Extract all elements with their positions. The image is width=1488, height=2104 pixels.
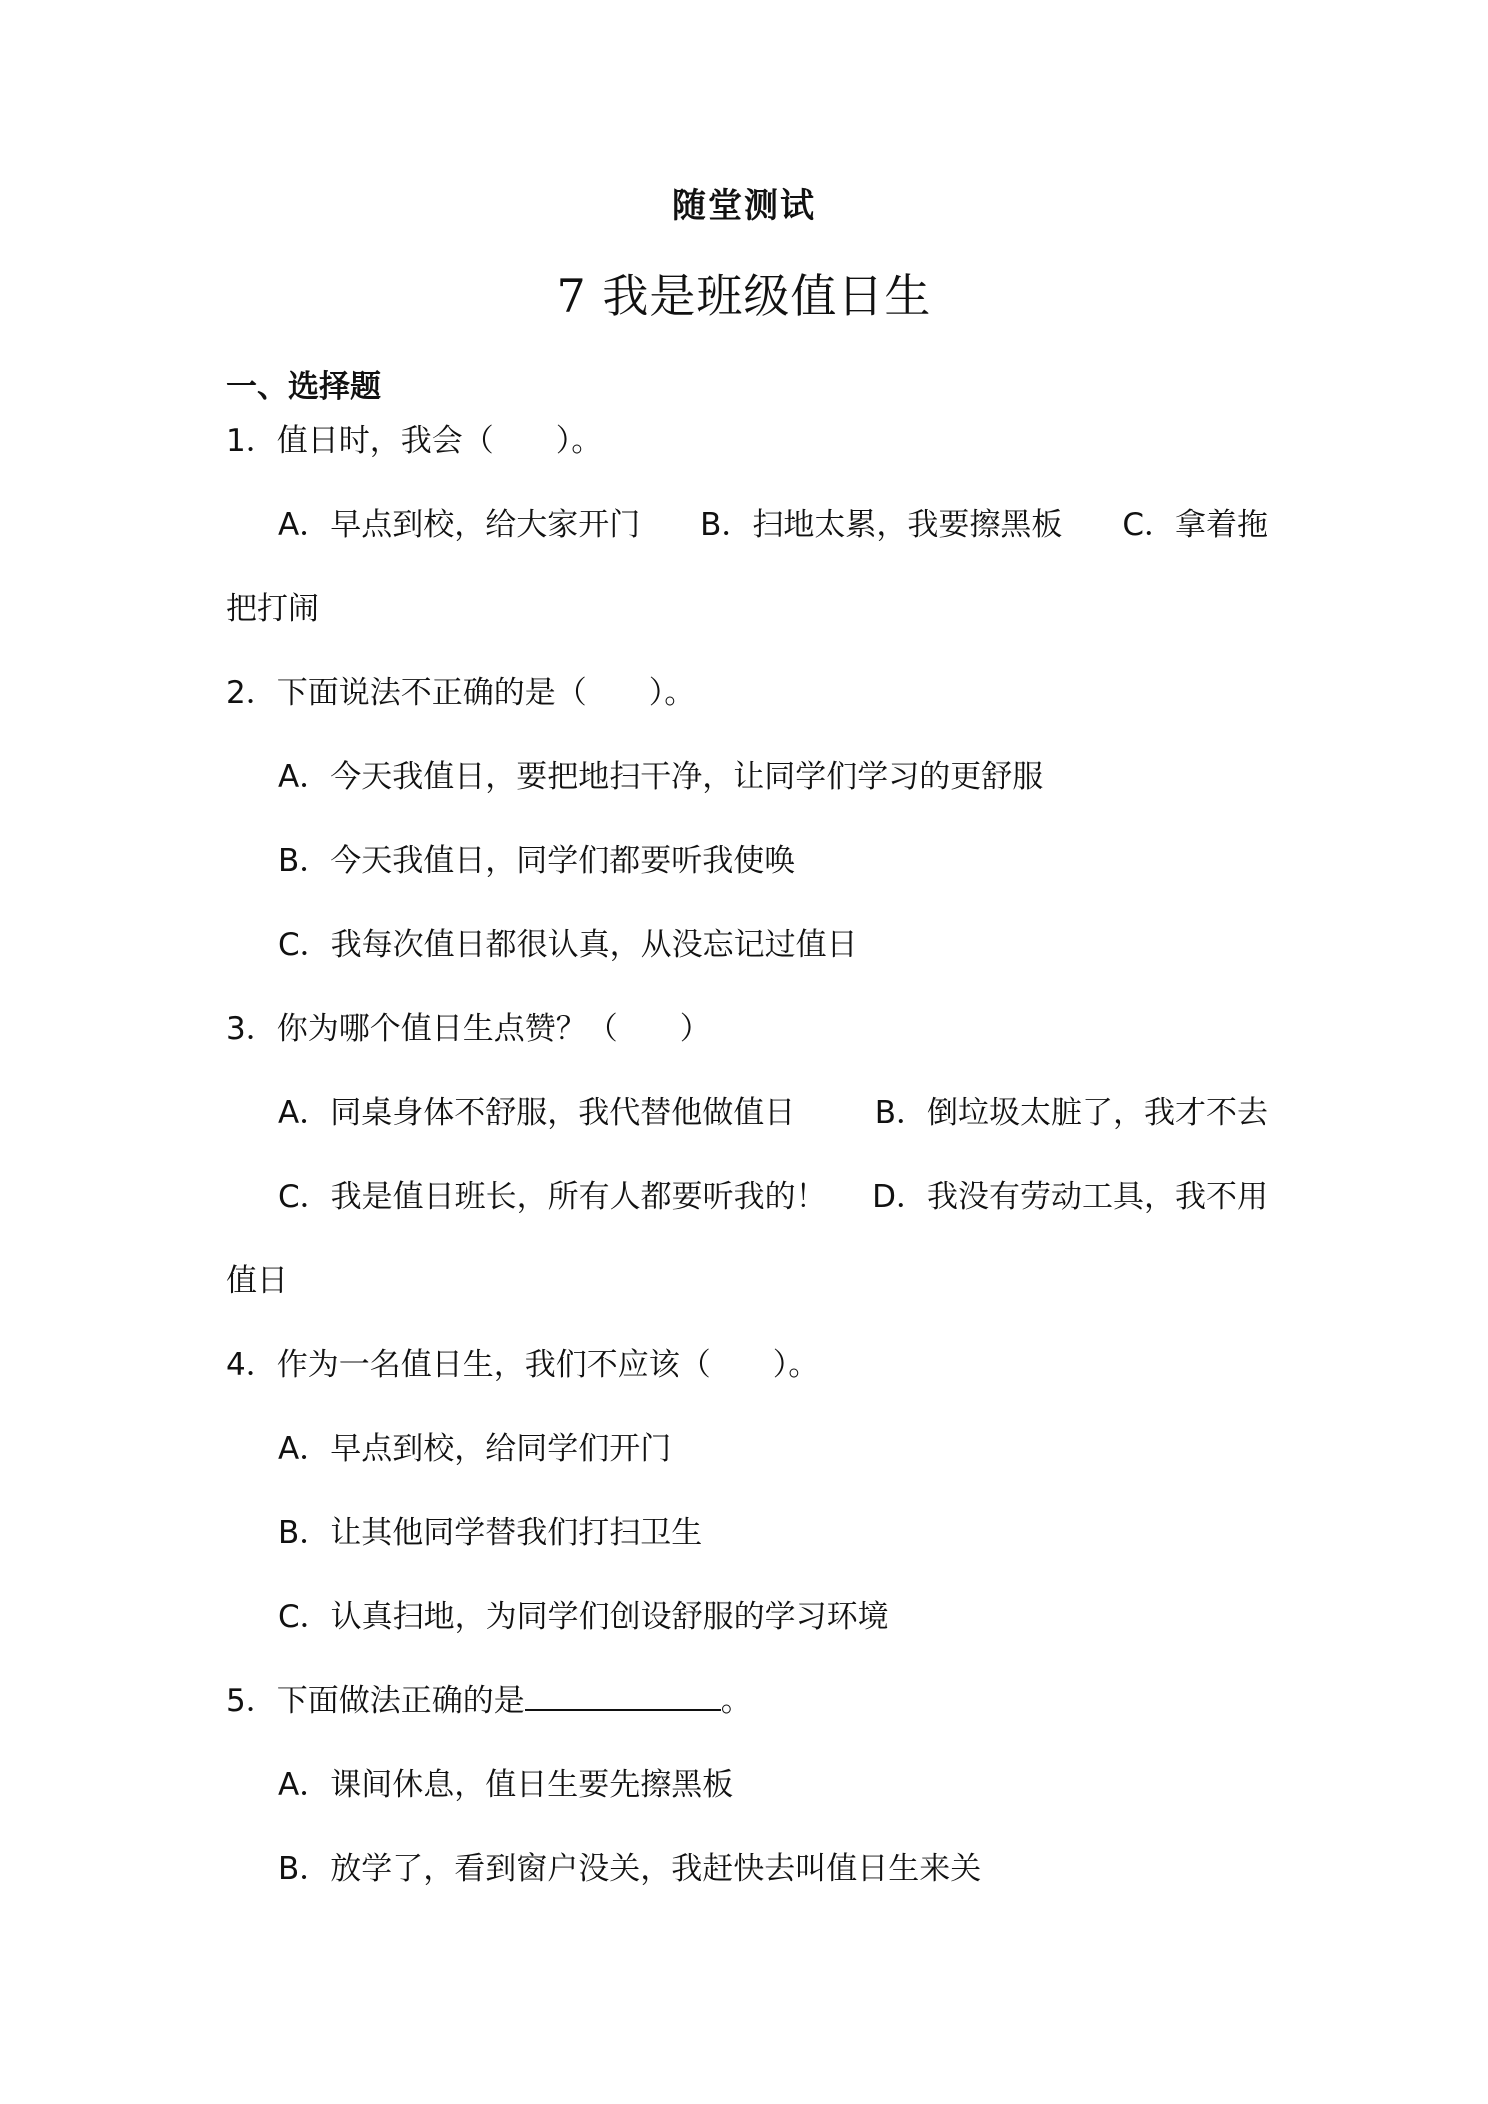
question-5-option-b: B．放学了，看到窗户没关，我赶快去叫值日生来关: [278, 1851, 982, 1887]
question-5-stem-end: 。: [720, 1683, 752, 1719]
question-1-options-row: [278, 502, 1268, 548]
question-2-stem: 2．下面说法不正确的是（ ）。: [226, 675, 696, 711]
question-4-option-a: A．早点到校，给同学们开门: [278, 1431, 672, 1467]
question-3-option-d-continued: 值日: [226, 1263, 288, 1299]
question-5-stem-text: 5．下面做法正确的是: [226, 1683, 525, 1719]
question-2-option-c: C．我每次值日都很认真，从没忘记过值日: [278, 927, 858, 963]
worksheet-header: 随堂测试: [672, 186, 816, 226]
question-2-option-a: A．今天我值日，要把地扫干净，让同学们学习的更舒服: [278, 759, 1044, 795]
question-3-options-row-2: [278, 1174, 1268, 1220]
question-5-stem: [226, 1678, 752, 1724]
question-4-option-c: C．认真扫地，为同学们创设舒服的学习环境: [278, 1599, 889, 1635]
question-3-options-row-1: [278, 1090, 1268, 1136]
section-title: 一、选择题: [226, 369, 381, 405]
question-2-option-b: B．今天我值日，同学们都要听我使唤: [278, 843, 796, 879]
question-3-stem: 3．你为哪个值日生点赞？（ ）: [226, 1011, 711, 1047]
question-1-option-a: A．早点到校，给大家开门: [278, 507, 641, 543]
answer-blank[interactable]: [525, 1679, 721, 1711]
question-1-option-c: C．拿着拖: [1122, 507, 1268, 543]
question-1-option-b: B．扫地太累，我要擦黑板: [700, 507, 1063, 543]
question-1-option-c-continued: 把打闹: [226, 591, 319, 627]
question-3-option-c: C．我是值日班长，所有人都要听我的！: [278, 1179, 827, 1215]
question-1-stem: 1．值日时，我会（ ）。: [226, 423, 603, 459]
question-3-option-a: A．同桌身体不舒服，我代替他做值日: [278, 1095, 796, 1131]
question-4-stem: 4．作为一名值日生，我们不应该（ ）。: [226, 1347, 820, 1383]
question-4-option-b: B．让其他同学替我们打扫卫生: [278, 1515, 703, 1551]
lesson-title: 7 我是班级值日生: [556, 269, 932, 323]
question-3-option-d: D．我没有劳动工具，我不用: [872, 1179, 1268, 1215]
question-3-option-b: B．倒垃圾太脏了，我才不去: [874, 1095, 1268, 1131]
question-5-option-a: A．课间休息，值日生要先擦黑板: [278, 1767, 734, 1803]
